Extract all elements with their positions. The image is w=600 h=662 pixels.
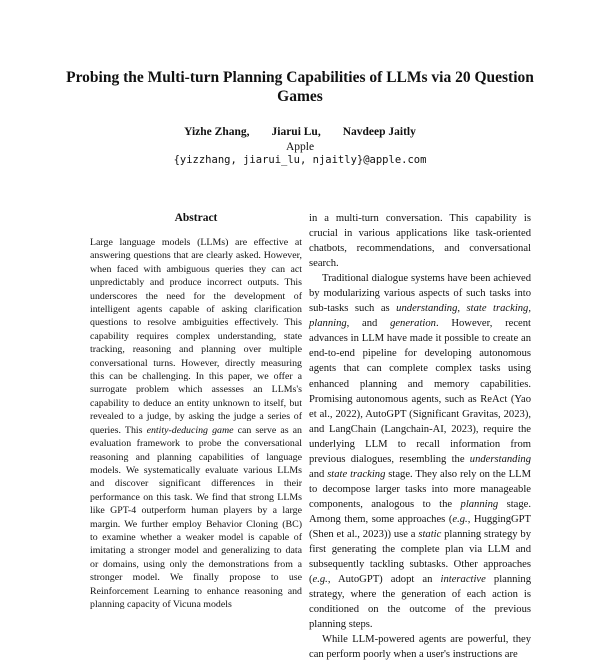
affiliation: Apple bbox=[285, 141, 315, 153]
paper-title: Probing the Multi-turn Planning Capabilities of LLMs via 20 Question Games bbox=[66, 69, 534, 105]
intro-paragraph: While LLM-powered agents are powerful, they can perform poorly when a user's instructions are bbox=[309, 634, 531, 661]
author-name: Yizhe Zhang, bbox=[184, 126, 250, 138]
intro-column bbox=[309, 211, 531, 662]
intro-paragraph: in a multi-turn conversation. This capability is crucial in various applications like task-oriented chatbots, recommendations, and conversational search. bbox=[309, 213, 531, 270]
author-name: Jiarui Lu, bbox=[271, 126, 321, 138]
author-emails: {yizzhang, jiarui_lu, njaitly}@apple.com bbox=[173, 154, 427, 166]
abstract-text: Large language models (LLMs) are effective at answering questions that are clearly asked. However, when faced with ambiguous queries they can act unpredictably and produce incorrect outputs. This underscores the need for the development of intelligent agents capable of asking clarification questions to resolve ambiguities effectively. This capability requires complex understanding, state tracking, reasoning and planning over multiple conversational turns. However, directly measuring this can be challenging. In this paper, we offer a surrogate problem which assesses an LLMs's capability to deduce an entity unknown to itself, but revealed to a judge, by asking the judge a series of queries. This entity-deducing game can serve as an evaluation framework to probe the conversational reasoning and planning capabilities of language models. We systematically evaluate various LLMs and discover significant differences in their performance on this task. We find that strong LLMs like GPT-4 outperform human players by a large margin. We further employ Behavior Cloning (BC) to examine whether a weaker model is capable of imitating a stronger model and generalizing to data or domains, using only the demonstrations from a stronger model. We finally propose to use Reinforcement Learning to enhance reasoning and planning capacity of Vicuna models bbox=[90, 237, 302, 610]
intro-paragraph: Traditional dialogue systems have been achieved by modularizing various aspects of such tasks into sub-tasks such as understanding, state tracking, planning, and generation. However, recent advances in LLM have made it possible to create an end-to-end pipeline for developing autonomous agents that can complete complex tasks using enhanced planning and memory capabilities. Promising autonomous agents, such as ReAct (Yao et al., 2022), AutoGPT (Significant Gravitas, 2023), and LangChain (Langchain-AI, 2023), require the underlying LLM to recall information from previous dialogues, resembling the understanding and state tracking stage. They also rely on the LLM to decompose larger tasks into more manageable components, analogous to the planning stage. Among them, some approaches (e.g., HuggingGPT (Shen et al., 2023)) use a static planning strategy by first generating the complete plan via LLM and subsequently tackling subtasks. Other approaches (e.g., AutoGPT) adopt an interactive planning strategy, where the generation of each action is conditioned on the outcome of the previous planning steps. bbox=[309, 273, 532, 631]
author-name: Navdeep Jaitly bbox=[342, 126, 416, 138]
abstract-heading: Abstract bbox=[174, 212, 218, 224]
author-list bbox=[0, 126, 600, 138]
